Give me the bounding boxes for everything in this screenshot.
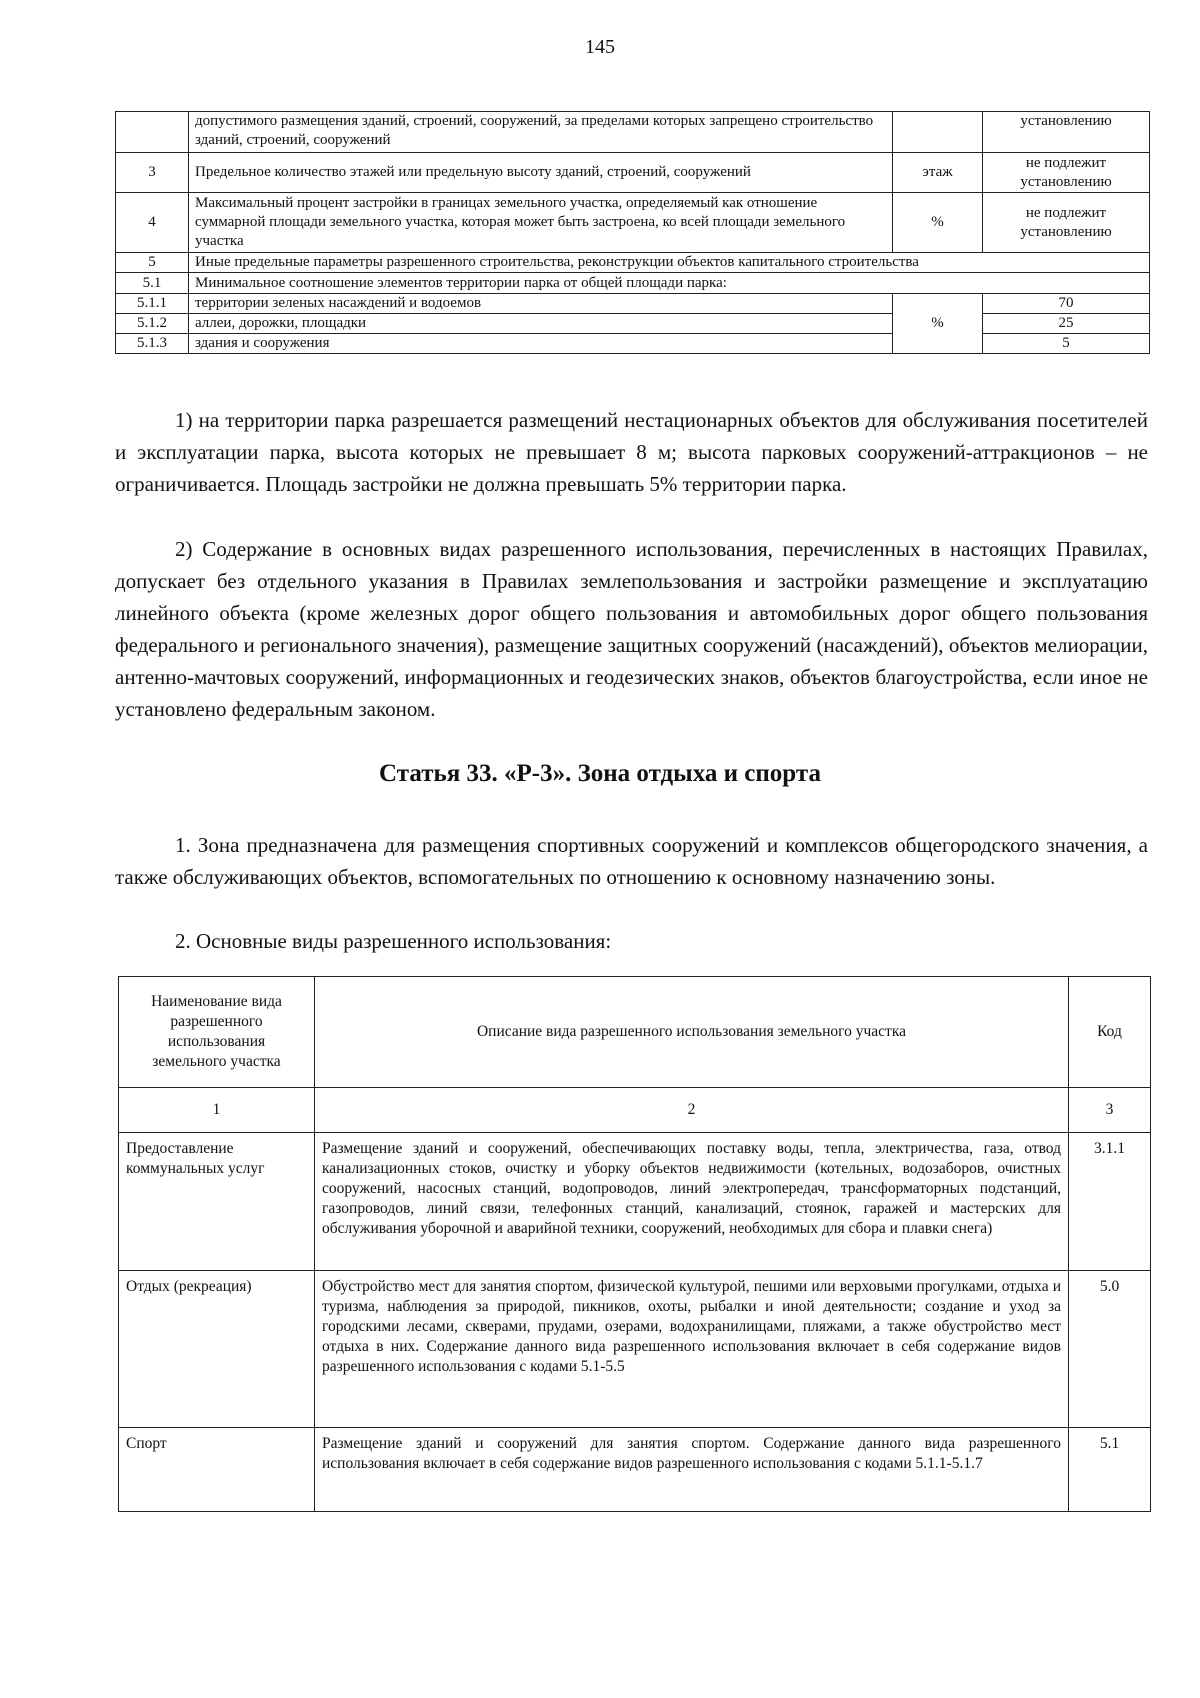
- row-unit: %: [893, 193, 983, 253]
- row-unit: этаж: [893, 153, 983, 193]
- row-number: 5.1.3: [116, 334, 189, 354]
- use-description: Размещение зданий и сооружений для занятия спортом. Содержание данного вида разрешенного использования включает в себя содержание видов разрешенного использования с кодами 5.1.1-5.1.7: [315, 1428, 1069, 1512]
- use-description: Размещение зданий и сооружений, обеспечивающих поставку воды, тепла, электричества, газа, отвод канализационных стоков, очистку и уборку объектов недвижимости (котельных, водозаборов, очистных сооружений, насосных станций, водопроводов, линий электропередач, трансформаторных подстанций, газопроводов, линий связи, телефонных станций, канализаций, стоянок, гаражей и мастерских для обслуживания уборочной и аварийной техники, сооружений, необходимых для сбора и плавки снега): [315, 1133, 1069, 1271]
- row-number: 5: [116, 253, 189, 273]
- header-name: Наименование вида разрешенного использования земельного участка: [119, 977, 315, 1088]
- table-row: [116, 153, 1150, 193]
- column-index: 3: [1069, 1088, 1151, 1133]
- table-row: [116, 314, 1150, 334]
- use-name: Предоставление коммунальных услуг: [119, 1133, 315, 1271]
- column-index: 2: [315, 1088, 1069, 1133]
- use-code: 3.1.1: [1069, 1133, 1151, 1271]
- row-text: Минимальное соотношение элементов территории парка от общей площади парка:: [189, 273, 1150, 294]
- row-unit: %: [893, 294, 983, 354]
- paragraph-3: 1. Зона предназначена для размещения спортивных сооружений и комплексов общегородского значения, а также обслуживающих объектов, вспомогательных по отношению к основному назначению зоны.: [115, 833, 1148, 889]
- table-row: [116, 112, 1150, 153]
- column-index-row: [119, 1088, 1151, 1133]
- use-code: 5.1: [1069, 1428, 1151, 1512]
- row-text: территории зеленых насаждений и водоемов: [189, 294, 893, 314]
- row-text: Предельное количество этажей или предельную высоту зданий, строений, сооружений: [189, 153, 893, 193]
- row-text: Максимальный процент застройки в границах земельного участка, определяемый как отношение суммарной площади земельного участка, которая может быть застроена, ко всей площади земельного участка: [189, 193, 893, 253]
- row-text: здания и сооружения: [189, 334, 893, 354]
- row-text: допустимого размещения зданий, строений, сооружений, за пределами которых запрещено строительство зданий, строений, сооружений: [189, 112, 893, 153]
- use-name: Отдых (рекреация): [119, 1271, 315, 1428]
- use-description: Обустройство мест для занятия спортом, физической культурой, пешими или верховыми прогулками, отдыха и туризма, наблюдения за природой, пикников, охоты, рыбалки и иной деятельности; создание и уход за городскими лесами, скверами, прудами, озерами, водохранилищами, пляжами, а также обустройство мест отдыха в них. Содержание данного вида разрешенного использования включает в себя содержание видов разрешенного использования с кодами 5.1-5.5: [315, 1271, 1069, 1428]
- table-header-row: [119, 977, 1151, 1088]
- article-heading: Статья 33. «Р-3». Зона отдыха и спорта: [379, 760, 821, 787]
- row-number: [116, 112, 189, 153]
- row-value: не подлежит установлению: [983, 193, 1150, 253]
- paragraph-2: 2) Содержание в основных видах разрешенного использования, перечисленных в настоящих Правилах, допускает без отдельного указания в Правилах землепользования и застройки размещение и эксплуатацию линейного объекта (кроме железных дорог общего пользования и автомобильных дорог общего пользования федерального и регионального значения), размещение защитных сооружений (насаждений), объектов мелиорации, антенно-мачтовых сооружений, информационных и геодезических знаков, объектов благоустройства, если иное не установлено федеральным законом.: [115, 537, 1148, 721]
- permitted-use-table: [118, 976, 1151, 1512]
- table-row: [119, 1428, 1151, 1512]
- paragraph-1: 1) на территории парка разрешается размещений нестационарных объектов для обслуживания посетителей и эксплуатации парка, высота которых не превышает 8 м; высота парковых сооружений-аттракционов – не ограничивается. Площадь застройки не должна превышать 5% территории парка.: [115, 408, 1148, 496]
- row-value: 5: [983, 334, 1150, 354]
- header-code: Код: [1069, 977, 1151, 1088]
- row-value: 25: [983, 314, 1150, 334]
- row-value: не подлежит установлению: [983, 153, 1150, 193]
- row-number: 5.1.2: [116, 314, 189, 334]
- row-number: 5.1: [116, 273, 189, 294]
- paragraph-4: 2. Основные виды разрешенного использования:: [175, 929, 612, 953]
- row-number: 5.1.1: [116, 294, 189, 314]
- table-row: [116, 273, 1150, 294]
- table-row: [119, 1133, 1151, 1271]
- table-row: [119, 1271, 1151, 1428]
- table-row: [116, 334, 1150, 354]
- table-row: [116, 294, 1150, 314]
- header-description: Описание вида разрешенного использования земельного участка: [315, 977, 1069, 1088]
- row-value: установлению: [983, 112, 1150, 153]
- use-code: 5.0: [1069, 1271, 1151, 1428]
- row-text: аллеи, дорожки, площадки: [189, 314, 893, 334]
- use-name: Спорт: [119, 1428, 315, 1512]
- column-index: 1: [119, 1088, 315, 1133]
- parameters-table: [115, 111, 1150, 354]
- row-unit: [893, 112, 983, 153]
- row-text: Иные предельные параметры разрешенного строительства, реконструкции объектов капитального строительства: [189, 253, 1150, 273]
- table-row: [116, 253, 1150, 273]
- table-row: [116, 193, 1150, 253]
- row-number: 4: [116, 193, 189, 253]
- row-value: 70: [983, 294, 1150, 314]
- row-number: 3: [116, 153, 189, 193]
- page-number: 145: [585, 36, 615, 58]
